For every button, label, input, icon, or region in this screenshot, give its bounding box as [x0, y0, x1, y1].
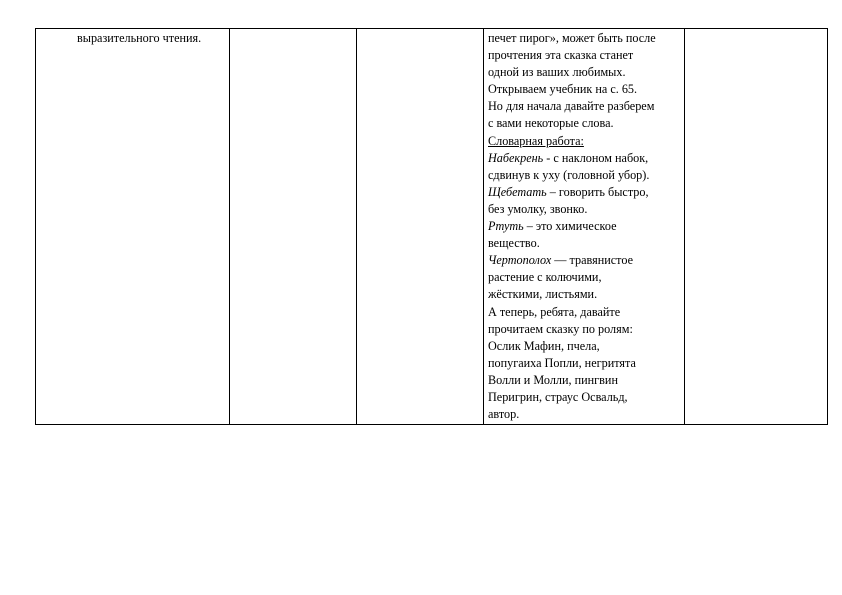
lesson-plan-table [35, 28, 828, 425]
text-segment: Перигрин, страус Освальд, [488, 389, 628, 404]
table-cell-stage [36, 29, 230, 425]
text-line [488, 201, 684, 218]
text-segment: автор. [488, 407, 520, 422]
text-line [488, 389, 684, 406]
text-line [488, 406, 684, 423]
text-line [488, 218, 684, 235]
text-segment: — травянистое [551, 253, 633, 268]
text-line [488, 338, 684, 355]
text-segment: сдвинув к уху (головной убор). [488, 167, 650, 182]
table-cell-empty-3 [357, 29, 484, 425]
text-segment: вещество. [488, 236, 540, 251]
text-segment: одной из ваших любимых. [488, 65, 626, 80]
text-line [488, 47, 684, 64]
text-line [488, 269, 684, 286]
vocabulary-term: Чертополох [488, 253, 552, 268]
text-line [488, 64, 684, 81]
text-segment: с вами некоторые слова. [488, 116, 614, 131]
text-line [488, 81, 684, 98]
text-line [488, 30, 684, 47]
text-line [488, 98, 684, 115]
text-segment: А теперь, ребята, давайте [488, 304, 621, 319]
vocabulary-term: Ртуть [488, 219, 524, 234]
text-segment: жёсткими, листьями. [488, 287, 598, 302]
table-cell-empty-2 [230, 29, 357, 425]
text-line [488, 115, 684, 132]
text-segment: печет пирог», может быть после [488, 31, 656, 45]
text-segment: Словарная работа: [488, 133, 584, 148]
text-segment: Волли и Молли, пингвин [488, 372, 618, 387]
cell-text-stage: выразительного чтения. [77, 31, 202, 45]
text-segment: без умолку, звонко. [488, 201, 588, 216]
text-segment: попугаиха Попли, негритята [488, 355, 636, 370]
text-segment: Но для начала давайте разберем [488, 99, 655, 114]
text-line [488, 372, 684, 389]
text-segment: – это химическое [523, 219, 617, 234]
text-line [488, 133, 684, 150]
vocabulary-term: Щебетать [488, 184, 547, 199]
table-row [36, 29, 828, 425]
text-segment: прочитаем сказку по ролям: [488, 321, 633, 336]
table-cell-teacher-activity [484, 29, 685, 425]
text-segment: Ослик Мафин, пчела, [488, 338, 600, 353]
text-line [488, 304, 684, 321]
text-line [488, 184, 684, 201]
teacher-activity-text [484, 29, 684, 424]
text-segment: растение с колючими, [488, 270, 602, 285]
text-line [488, 321, 684, 338]
vocabulary-term: Набекрень [488, 150, 544, 165]
text-line [488, 252, 684, 269]
text-line [488, 167, 684, 184]
table-cell-empty-5 [685, 29, 828, 425]
text-segment: прочтения эта сказка станет [488, 48, 634, 63]
text-segment: Открываем учебник на с. 65. [488, 82, 638, 97]
text-segment: - с наклоном набок, [543, 150, 649, 165]
text-line [488, 150, 684, 167]
text-segment: – говорить быстро, [546, 184, 649, 199]
text-line [488, 286, 684, 303]
text-line [488, 235, 684, 252]
text-line [488, 355, 684, 372]
